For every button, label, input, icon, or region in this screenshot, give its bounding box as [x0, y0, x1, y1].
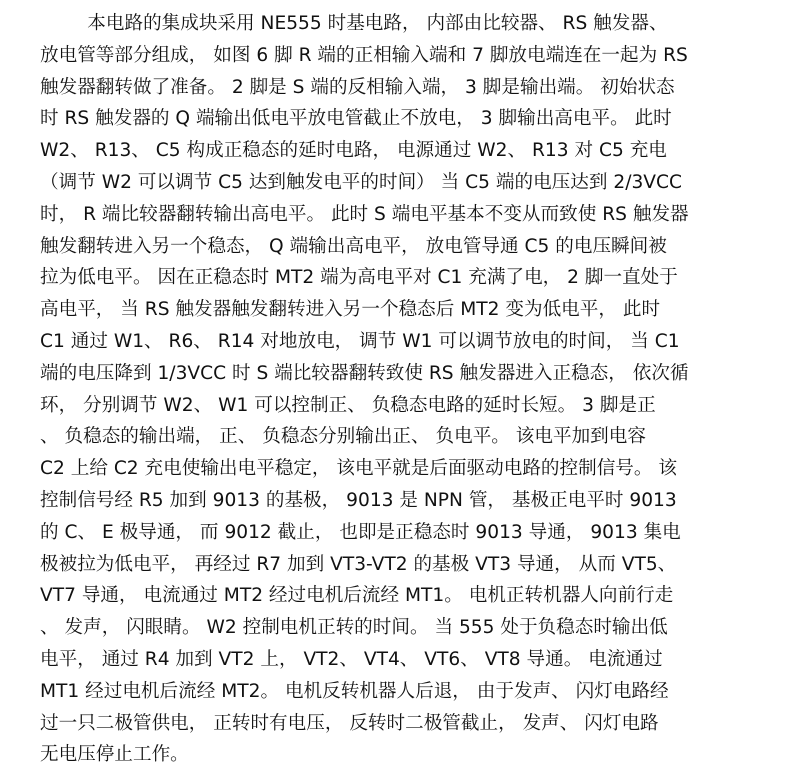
text-line: 环， 分别调节 W2、 W1 可以控制正、 负稳态电路的延时长短。 3 脚是正	[40, 394, 656, 416]
text-line: W2、 R13、 C5 构成正稳态的延时电路， 电源通过 W2、 R13 对 C5 充电	[40, 140, 667, 162]
text-line: 触发翻转进入另一个稳态， Q 端输出高电平， 放电管导通 C5 的电压瞬间被	[40, 235, 667, 257]
text-line: 放电管等部分组成， 如图 6 脚 R 端的正相输入端和 7 脚放电端连在一起为 RS	[40, 44, 688, 66]
text-line: 极被拉为低电平， 再经过 R7 加到 VT3-VT2 的基极 VT3 导通， 从而 VT5、	[40, 553, 677, 575]
document-body	[40, 8, 760, 771]
text-line: 过一只二极管供电， 正转时有电压， 反转时二极管截止， 发声、 闪灯电路	[40, 712, 659, 734]
text-line: 拉为低电平。 因在正稳态时 MT2 端为高电平对 C1 充满了电， 2 脚一直处于	[40, 267, 678, 289]
text-line: 无电压停止工作。	[40, 744, 189, 766]
text-line: VT7 导通， 电流通过 MT2 经过电机后流经 MT1。 电机正转机器人向前行走	[40, 585, 674, 607]
text-line: 端的电压降到 1/3VCC 时 S 端比较器翻转致使 RS 触发器进入正稳态， 依次循	[40, 362, 689, 384]
text-line: 电平， 通过 R4 加到 VT2 上， VT2、 VT4、 VT6、 VT8 导通。 电流通过	[40, 648, 663, 670]
text-line: 、 负稳态的输出端， 正、 负稳态分别输出正、 负电平。 该电平加到电容	[40, 426, 646, 448]
text-line: C1 通过 W1、 R6、 R14 对地放电， 调节 W1 可以调节放电的时间， 当 C1	[40, 330, 680, 352]
text-line: 的 C、 E 极导通， 而 9012 截止， 也即是正稳态时 9013 导通， 9013 集电	[40, 521, 681, 543]
text-line: 时 RS 触发器的 Q 端输出低电平放电管截止不放电， 3 脚输出高电平。 此时	[40, 108, 672, 130]
text-line: C2 上给 C2 充电使输出电平稳定， 该电平就是后面驱动电路的控制信号。 该	[40, 458, 677, 480]
text-line: 触发器翻转做了准备。 2 脚是 S 端的反相输入端， 3 脚是输出端。 初始状态	[40, 76, 675, 98]
text-line: 高电平， 当 RS 触发器触发翻转进入另一个稳态后 MT2 变为低电平， 此时	[40, 299, 661, 321]
text-line: 、 发声， 闪眼睛。 W2 控制电机正转的时间。 当 555 处于负稳态时输出低	[40, 617, 668, 639]
text-line: 控制信号经 R5 加到 9013 的基极， 9013 是 NPN 管， 基极正电平时 9013	[40, 489, 677, 511]
text-line: 时， R 端比较器翻转输出高电平。 此时 S 端电平基本不变从而致使 RS 触发器	[40, 203, 689, 225]
text-line: 本电路的集成块采用 NE555 时基电路， 内部由比较器、 RS 触发器、	[40, 13, 668, 34]
text-line: （调节 W2 可以调节 C5 达到触发电平的时间） 当 C5 端的电压达到 2/3VCC	[40, 171, 682, 193]
text-line: MT1 经过电机后流经 MT2。 电机反转机器人后退， 由于发声、 闪灯电路经	[40, 680, 669, 702]
